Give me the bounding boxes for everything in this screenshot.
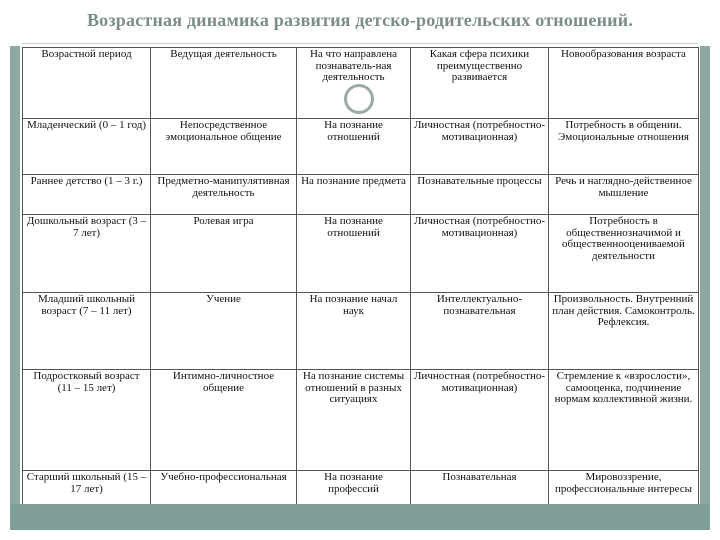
slide-title: Возрастная динамика развития детско-родительских отношений. xyxy=(86,10,634,30)
focus-cell: На познание системы отношений в разных ситуациях xyxy=(297,370,411,471)
activity-cell: Учебно-профессиональная xyxy=(151,471,297,512)
header-cell: Какая сфера психики преимущественно развивается xyxy=(411,48,549,119)
header-cell: На что направлена познаватель-ная деятельность xyxy=(297,48,411,119)
sphere-cell: Личностная (потребностно-мотивационная) xyxy=(411,370,549,471)
sphere-cell: Личностная (потребностно-мотивационная) xyxy=(411,119,549,175)
focus-cell: На познание профессий xyxy=(297,471,411,512)
period-cell: Дошкольный возраст (3 – 7 лет) xyxy=(23,215,151,293)
age-dynamics-table xyxy=(22,47,699,512)
period-cell: Младший школьный возраст (7 – 11 лет) xyxy=(23,293,151,370)
focus-cell: На познание отношений xyxy=(297,119,411,175)
bottom-bar xyxy=(10,504,710,530)
period-cell: Подростковый возраст (11 – 15 лет) xyxy=(23,370,151,471)
table-row xyxy=(23,215,699,293)
activity-cell: Учение xyxy=(151,293,297,370)
left-border-bar xyxy=(10,46,20,530)
circle-decoration xyxy=(344,84,374,114)
table-row xyxy=(23,293,699,370)
neoformation-cell: Потребность в общественнозначимой и общественнооцениваемой деятельности xyxy=(549,215,699,293)
period-cell: Раннее детство (1 – 3 г.) xyxy=(23,175,151,215)
activity-cell: Интимно-личностное общение xyxy=(151,370,297,471)
period-cell: Старший школьный (15 – 17 лет) xyxy=(23,471,151,512)
table-row xyxy=(23,370,699,471)
header-cell: Возрастной период xyxy=(23,48,151,119)
neoformation-cell: Стремление к «взрослости», самооценка, подчинение нормам коллективной жизни. xyxy=(549,370,699,471)
table-row xyxy=(23,175,699,215)
activity-cell: Предметно-манипулятивная деятельность xyxy=(151,175,297,215)
focus-cell: На познание отношений xyxy=(297,215,411,293)
period-cell: Младенческий (0 – 1 год) xyxy=(23,119,151,175)
header-cell: Ведущая деятельность xyxy=(151,48,297,119)
sphere-cell: Интеллектуально-познавательная xyxy=(411,293,549,370)
neoformation-cell: Потребность в общении. Эмоциональные отношения xyxy=(549,119,699,175)
sphere-cell: Познавательные процессы xyxy=(411,175,549,215)
sphere-cell: Личностная (потребностно-мотивационная) xyxy=(411,215,549,293)
header-cell: Новообразования возраста xyxy=(549,48,699,119)
activity-cell: Непосредственное эмоциональное общение xyxy=(151,119,297,175)
table-row xyxy=(23,119,699,175)
title-divider xyxy=(22,43,698,44)
neoformation-cell: Мировоззрение, профессиональные интересы xyxy=(549,471,699,512)
sphere-cell: Познавательная xyxy=(411,471,549,512)
neoformation-cell: Речь и наглядно-действенное мышление xyxy=(549,175,699,215)
focus-cell: На познание начал наук xyxy=(297,293,411,370)
focus-cell: На познание предмета xyxy=(297,175,411,215)
right-border-bar xyxy=(700,46,710,530)
activity-cell: Ролевая игра xyxy=(151,215,297,293)
neoformation-cell: Произвольность. Внутренний план действия. Самоконтроль. Рефлексия. xyxy=(549,293,699,370)
